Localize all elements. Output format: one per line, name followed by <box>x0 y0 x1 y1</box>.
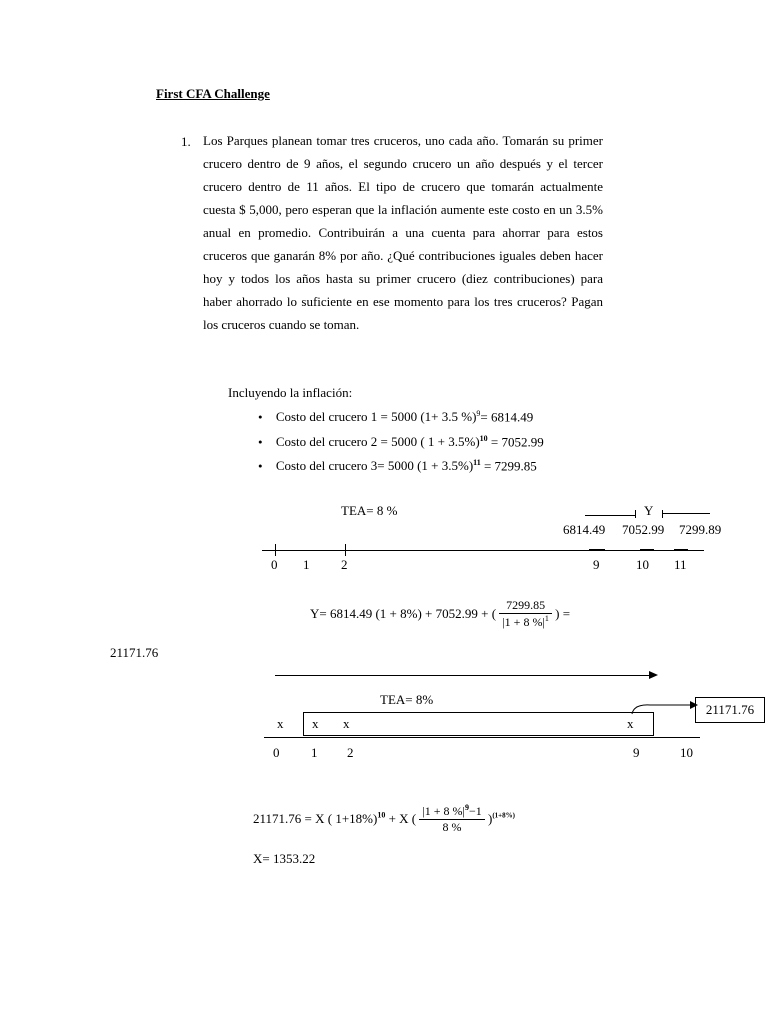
item-prefix: Costo del crucero 3= 5000 (1 + 3.5%) <box>275 458 474 474</box>
timeline1-tick-label: 10 <box>636 557 649 572</box>
bullet-icon: • <box>258 458 263 474</box>
timeline1-value-3: 7299.89 <box>679 522 722 537</box>
timeline1-mark-9 <box>589 549 605 551</box>
timeline2-tick-label: 1 <box>311 745 318 760</box>
timeline1-tick-label: 1 <box>303 557 310 572</box>
timeline1-tick-label: 9 <box>593 557 600 572</box>
bullet-icon: • <box>258 434 263 450</box>
equation2-denominator: 8 % <box>442 820 462 834</box>
timeline2-contribution-box <box>303 712 654 736</box>
equation1-lhs: Y= 6814.49 (1 + 8%) + 7052.99 + ( <box>310 606 497 621</box>
item-suffix: = 7299.85 <box>480 458 537 474</box>
bullet-icon: • <box>258 409 263 425</box>
timeline1-y-label: Y <box>644 503 654 518</box>
timeline2-arrowhead-icon <box>649 670 659 680</box>
equation1-result: 21171.76 <box>110 645 159 660</box>
inflation-heading: Incluyendo la inflación: <box>228 385 353 400</box>
timeline2-x-mark: x <box>627 716 634 731</box>
inflation-item-3 <box>258 458 537 474</box>
item-exponent: 10 <box>479 434 488 443</box>
item-suffix: = 7052.99 <box>487 434 544 450</box>
equation2-numerator-text: |1 + 8 %| <box>422 804 465 818</box>
timeline2-arrow-line <box>275 675 650 676</box>
equation2-tail <box>488 811 515 826</box>
equation2-numerator <box>419 803 484 820</box>
equation2-num-tail: −1 <box>468 804 482 818</box>
timeline2-tick-label: 9 <box>633 745 640 760</box>
equation1-fraction <box>499 598 552 630</box>
item-exponent: 11 <box>473 458 481 467</box>
problem-number: 1. <box>181 134 191 149</box>
timeline2-x-mark: x <box>312 716 319 731</box>
y-arrow-left <box>585 515 635 516</box>
timeline1-value-1: 6814.49 <box>563 522 606 537</box>
timeline1-tick-2 <box>345 544 346 556</box>
timeline2-tick-label: 2 <box>347 745 354 760</box>
equation1-rhs: ) = <box>555 606 571 621</box>
timeline1-tick-0 <box>275 544 276 556</box>
equation2-lhs <box>253 811 416 826</box>
item-exponent: 9 <box>476 409 481 418</box>
equation2 <box>253 803 515 835</box>
item-prefix: Costo del crucero 2 = 5000 ( 1 + 3.5%) <box>275 434 480 450</box>
item-prefix: Costo del crucero 1 = 5000 (1+ 3.5 %) <box>275 409 477 425</box>
timeline1-mark-10 <box>640 549 654 551</box>
timeline2-axis <box>264 737 700 738</box>
timeline1-tick-label: 0 <box>271 557 278 572</box>
timeline2-tick-label: 10 <box>680 745 693 760</box>
equation1-den-exponent: 1 <box>544 614 549 623</box>
equation2-lhs-exponent: 10 <box>377 810 386 820</box>
equation2-fraction <box>419 803 484 835</box>
item-suffix: = 6814.49 <box>480 409 534 425</box>
equation1-denominator <box>499 614 552 630</box>
y-arrow-left-end <box>635 510 636 518</box>
equation2-num-exponent: 9 <box>464 803 469 812</box>
y-arrow-right <box>662 513 710 514</box>
timeline2-x-mark: x <box>343 716 350 731</box>
timeline2-rate: TEA= 8% <box>380 692 434 707</box>
timeline1-value-2: 7052.99 <box>622 522 665 537</box>
timeline1-tick-label: 2 <box>341 557 348 572</box>
problem-text: Los Parques planean tomar tres cruceros, uno cada año. Tomarán su primer crucero dentro de 9 años, el segundo crucero un año después y el tercer crucero dentro de 11 años. El tipo de crucero que tomarán actualmente cuesta $ 5,000, pero esperan que la inflación aumente este costo en un 3.5% anual en promedio. Contribuirán a una cuenta para ahorrar para estos cruceros que ganarán 8% por año. ¿Qué contribuciones iguales deben hacer hoy y todos los años hasta su primer crucero (diez contribuciones) para haber ahorrado lo suficiente en ese momento para los tres cruceros? Pagan los cruceros cuando se toman. <box>203 133 603 332</box>
equation2-tail-exponent: (1+8%) <box>492 811 515 820</box>
timeline1-axis <box>262 550 704 551</box>
timeline1-tick-label: 11 <box>674 557 687 572</box>
equation2-answer: X= 1353.22 <box>253 851 316 866</box>
equation1 <box>310 598 570 630</box>
document-title: First CFA Challenge <box>156 86 270 101</box>
timeline1-mark-11 <box>674 549 688 551</box>
inflation-item-2 <box>258 434 544 450</box>
equation2-tail-paren: ) <box>487 811 493 826</box>
equation1-numerator: 7299.85 <box>499 598 552 614</box>
inflation-item-1 <box>258 409 533 425</box>
y-arrow-right-end <box>662 510 663 518</box>
timeline1-rate: TEA= 8 % <box>341 503 398 518</box>
timeline2-tick-label: 0 <box>273 745 280 760</box>
timeline2-boxed-value: 21171.76 <box>695 697 765 723</box>
equation2-mid: + X ( <box>385 811 417 827</box>
timeline2-x-mark: x <box>277 716 284 731</box>
equation2-lhs-text: 21171.76 = X ( 1+18%) <box>253 811 378 827</box>
timeline2-curved-arrow-icon <box>630 698 700 716</box>
equation1-denominator-text: |1 + 8 %| <box>502 615 545 629</box>
